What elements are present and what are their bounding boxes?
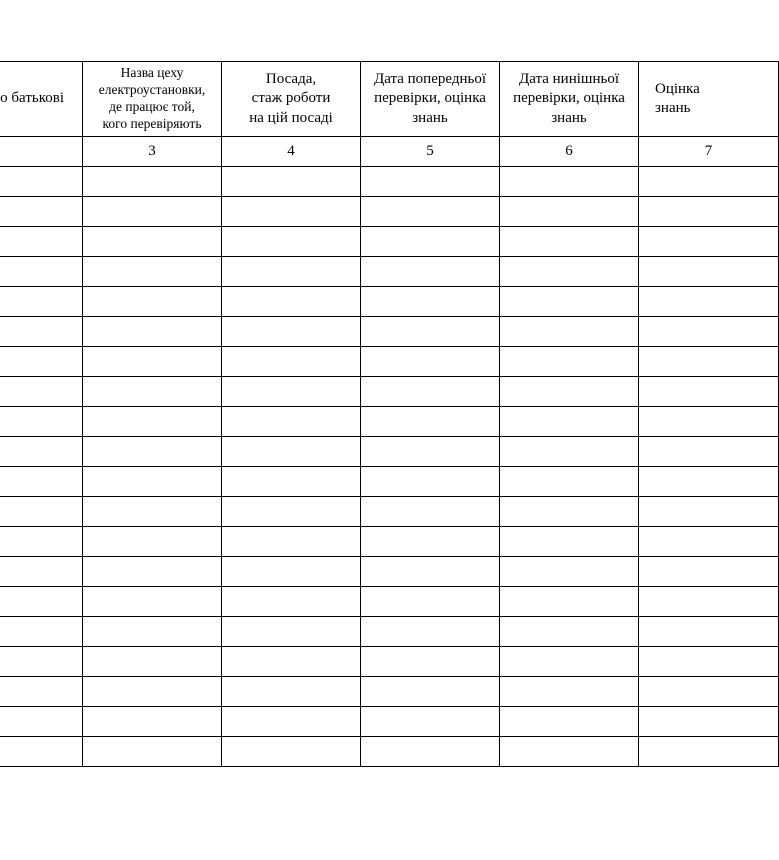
table-cell[interactable]	[500, 377, 639, 407]
table-cell[interactable]	[500, 527, 639, 557]
table-cell[interactable]	[361, 167, 500, 197]
header-cell-workshop-name: Назва цеху електроустановки, де працює той, кого перевіряють	[83, 62, 222, 137]
table-cell[interactable]	[361, 347, 500, 377]
table-row	[0, 347, 779, 377]
table-row	[0, 677, 779, 707]
table-cell[interactable]	[361, 227, 500, 257]
table-cell[interactable]	[222, 677, 361, 707]
table-cell[interactable]	[361, 287, 500, 317]
table-cell[interactable]	[0, 617, 83, 647]
table-cell[interactable]	[83, 617, 222, 647]
table-cell[interactable]	[83, 257, 222, 287]
table-row	[0, 317, 779, 347]
table-cell[interactable]	[0, 407, 83, 437]
table-cell[interactable]	[83, 587, 222, 617]
table-cell[interactable]	[83, 677, 222, 707]
table-cell[interactable]	[0, 437, 83, 467]
table-cell[interactable]	[500, 677, 639, 707]
table-row	[0, 497, 779, 527]
table-cell[interactable]	[222, 257, 361, 287]
table-row	[0, 197, 779, 227]
table-row	[0, 167, 779, 197]
table-cell[interactable]	[639, 167, 779, 197]
table-cell[interactable]	[83, 407, 222, 437]
table-cell[interactable]	[500, 407, 639, 437]
table-cell[interactable]	[83, 557, 222, 587]
table-cell[interactable]	[0, 317, 83, 347]
table-row	[0, 437, 779, 467]
table-cell[interactable]	[0, 287, 83, 317]
table-cell[interactable]	[639, 197, 779, 227]
table-cell[interactable]	[361, 737, 500, 767]
table-cell[interactable]	[639, 377, 779, 407]
table-cell[interactable]	[0, 467, 83, 497]
table-cell[interactable]	[361, 437, 500, 467]
table-cell[interactable]	[83, 707, 222, 737]
table-cell[interactable]	[639, 737, 779, 767]
table-cell[interactable]	[222, 467, 361, 497]
column-number-cell: 5	[361, 137, 500, 167]
table-cell[interactable]	[361, 467, 500, 497]
table-cell[interactable]	[639, 407, 779, 437]
table-cell[interactable]	[361, 317, 500, 347]
table-cell[interactable]	[639, 317, 779, 347]
table-cell[interactable]	[361, 197, 500, 227]
table-cell[interactable]	[222, 407, 361, 437]
table-row	[0, 407, 779, 437]
table-row	[0, 587, 779, 617]
table-cell[interactable]	[83, 647, 222, 677]
table-cell[interactable]	[639, 557, 779, 587]
table-cell[interactable]	[222, 377, 361, 407]
table-cell[interactable]	[500, 587, 639, 617]
table-row	[0, 707, 779, 737]
table-cell[interactable]	[500, 197, 639, 227]
table-row	[0, 527, 779, 557]
table-cell[interactable]	[500, 557, 639, 587]
table-cell[interactable]	[639, 587, 779, 617]
header-cell-previous-check-date: Дата попередньої перевірки, оцінка знань	[361, 62, 500, 137]
column-number-cell	[0, 137, 83, 167]
table-row	[0, 467, 779, 497]
table-cell[interactable]	[500, 647, 639, 677]
table-cell[interactable]	[639, 707, 779, 737]
table-cell[interactable]	[83, 737, 222, 767]
table-cell[interactable]	[222, 497, 361, 527]
table-cell[interactable]	[639, 347, 779, 377]
table-row	[0, 617, 779, 647]
table-cell[interactable]	[500, 437, 639, 467]
table-cell[interactable]	[361, 377, 500, 407]
table-cell[interactable]	[222, 197, 361, 227]
table-cell[interactable]	[361, 527, 500, 557]
table-cell[interactable]	[222, 287, 361, 317]
table-cell[interactable]	[639, 287, 779, 317]
table-cell[interactable]	[639, 647, 779, 677]
table-cell[interactable]	[0, 647, 83, 677]
table-cell[interactable]	[222, 557, 361, 587]
table-row	[0, 377, 779, 407]
column-number-cell: 4	[222, 137, 361, 167]
table-cell[interactable]	[639, 257, 779, 287]
table-cell[interactable]	[500, 467, 639, 497]
table-cell[interactable]	[222, 437, 361, 467]
table-cell[interactable]	[500, 287, 639, 317]
table-cell[interactable]	[639, 527, 779, 557]
table-cell[interactable]	[222, 227, 361, 257]
table-row	[0, 227, 779, 257]
table-cell[interactable]	[361, 677, 500, 707]
table-cell[interactable]	[83, 197, 222, 227]
table-cell[interactable]	[83, 167, 222, 197]
table-cell[interactable]	[0, 227, 83, 257]
column-number-cell: 7	[639, 137, 779, 167]
table-cell[interactable]	[222, 707, 361, 737]
header-cell-knowledge-score: Оцінка знань	[639, 62, 779, 137]
table-cell[interactable]	[361, 707, 500, 737]
table-cell[interactable]	[361, 407, 500, 437]
table-cell[interactable]	[639, 617, 779, 647]
column-number-row	[0, 137, 779, 167]
header-cell-patronymic: о батькові	[0, 62, 83, 137]
table-cell[interactable]	[0, 737, 83, 767]
table-cell[interactable]	[83, 377, 222, 407]
table-cell[interactable]	[0, 677, 83, 707]
header-row	[0, 62, 779, 137]
table-cell[interactable]	[222, 317, 361, 347]
table-cell[interactable]	[500, 257, 639, 287]
table-cell[interactable]	[0, 497, 83, 527]
table-cell[interactable]	[0, 377, 83, 407]
knowledge-check-journal-table	[0, 61, 779, 767]
table-cell[interactable]	[500, 227, 639, 257]
table-cell[interactable]	[83, 347, 222, 377]
table-cell[interactable]	[361, 617, 500, 647]
table-row	[0, 287, 779, 317]
table-cell[interactable]	[222, 167, 361, 197]
table-cell[interactable]	[83, 287, 222, 317]
table-cell[interactable]	[361, 647, 500, 677]
table-cell[interactable]	[0, 197, 83, 227]
table-cell[interactable]	[500, 497, 639, 527]
table-cell[interactable]	[222, 647, 361, 677]
table-cell[interactable]	[0, 167, 83, 197]
table-cell[interactable]	[361, 587, 500, 617]
table-cell[interactable]	[83, 497, 222, 527]
table-cell[interactable]	[0, 527, 83, 557]
table-cell[interactable]	[222, 527, 361, 557]
table-row	[0, 647, 779, 677]
table-cell[interactable]	[639, 467, 779, 497]
table-cell[interactable]	[0, 347, 83, 377]
table-cell[interactable]	[83, 227, 222, 257]
table-cell[interactable]	[83, 317, 222, 347]
table-cell[interactable]	[500, 617, 639, 647]
table-cell[interactable]	[639, 227, 779, 257]
table-cell[interactable]	[222, 737, 361, 767]
header-cell-current-check-date: Дата нинішньої перевірки, оцінка знань	[500, 62, 639, 137]
table-cell[interactable]	[0, 707, 83, 737]
table-cell[interactable]	[500, 737, 639, 767]
table-cell[interactable]	[222, 347, 361, 377]
table-cell[interactable]	[361, 557, 500, 587]
column-number-cell: 6	[500, 137, 639, 167]
table-cell[interactable]	[0, 257, 83, 287]
table-cell[interactable]	[639, 497, 779, 527]
table-cell[interactable]	[361, 497, 500, 527]
table-cell[interactable]	[83, 527, 222, 557]
table-cell[interactable]	[639, 437, 779, 467]
table-row	[0, 257, 779, 287]
table-cell[interactable]	[222, 617, 361, 647]
column-number-cell: 3	[83, 137, 222, 167]
table-cell[interactable]	[500, 167, 639, 197]
table-row	[0, 737, 779, 767]
header-cell-position-experience: Посада, стаж роботи на цій посаді	[222, 62, 361, 137]
table-cell[interactable]	[500, 347, 639, 377]
table-row	[0, 557, 779, 587]
table-cell[interactable]	[500, 317, 639, 347]
table-cell[interactable]	[0, 587, 83, 617]
table-cell[interactable]	[500, 707, 639, 737]
table-cell[interactable]	[222, 587, 361, 617]
table-cell[interactable]	[83, 467, 222, 497]
table-cell[interactable]	[361, 257, 500, 287]
table-cell[interactable]	[83, 437, 222, 467]
table-cell[interactable]	[639, 677, 779, 707]
table-cell[interactable]	[0, 557, 83, 587]
